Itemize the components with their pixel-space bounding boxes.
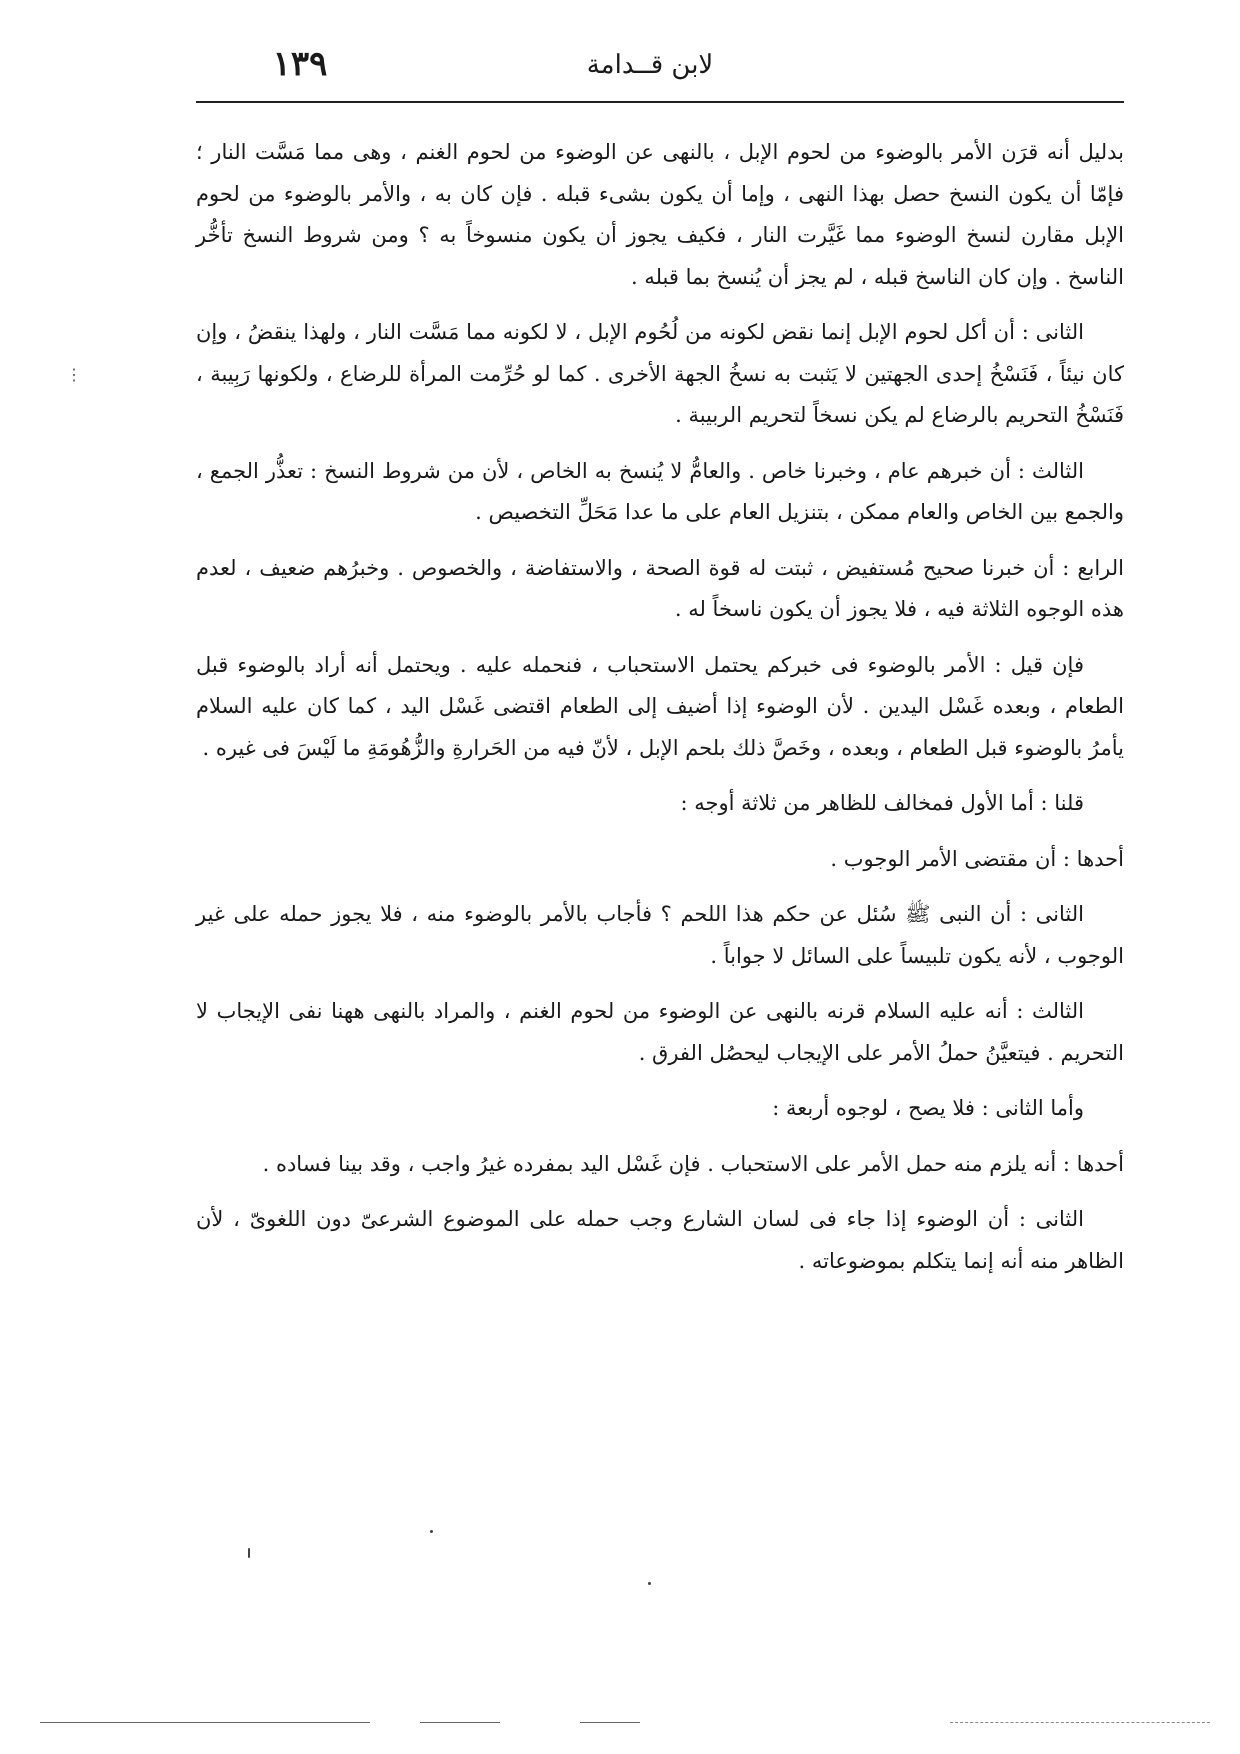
scan-edge-line — [40, 1722, 370, 1723]
running-header-title: لابن قــدامة — [586, 50, 714, 80]
scan-edge-line — [950, 1722, 1210, 1723]
paragraph-9: الثالث : أنه عليه السلام قرنه بالنهى عن الوضوء من لحوم الغنم ، والمراد بالنهى ههنا نفى الإيجاب لا التحريم . فيتعيَّنُ حملُ الأمر على الإيجاب ليحصُل الفرق . — [196, 999, 1124, 1065]
scan-edge-line — [420, 1722, 500, 1723]
paragraph-5: فإن قيل : الأمر بالوضوء فى خبركم يحتمل الاستحباب ، فنحمله عليه . ويحتمل أنه أراد بالوضوء قبل الطعام ، وبعده غَسْل اليدين . لأن الوضوء إذا أضيف إلى الطعام اقتضى غَسْل اليد ، كما كان عليه السلام يأمرُ بالوضوء قبل الطعام ، وبعده ، وخَصَّ ذلك بلحم الإبل ، لأنّ فيه من الحَرارةِ والزُّهُومَةِ ما لَيْسَ فى غيره . — [196, 652, 1124, 760]
paragraph-1: بدليل أنه قرَن الأمر بالوضوء من لحوم الإبل ، بالنهى عن الوضوء من لحوم الغنم ، وهى مما مَسَّت النار ؛ فإمّا أن يكون النسخ حصل بهذا النهى ، وإما أن يكون بشىء قبله . فإن كان به ، والأمر بالوضوء من لحوم الإبل مقارن لنسخ الوضوء مما غَيَّرت النار ، فكيف يجوز أن يكون منسوخاً به ؟ ومن شروط النسخ تأخُّر الناسخ . وإن كان الناسخ قبله ، لم يجز أن يُنسخ بما قبله . — [196, 140, 1124, 289]
paragraph-6: قلنا : أما الأول فمخالف للظاهر من ثلاثة أوجه : — [680, 791, 1084, 815]
paragraph-12: الثانى : أن الوضوء إذا جاء فى لسان الشارع وجب حمله على الموضوع الشرعىّ دون اللغوىّ ، لأن الظاهر منه أنه إنما يتكلم بموضوعاته . — [196, 1207, 1124, 1273]
scan-speck — [248, 1548, 250, 1558]
paragraph-10: وأما الثانى : فلا يصح ، لوجوه أربعة : — [772, 1096, 1084, 1120]
paragraph-11: أحدها : أنه يلزم منه حمل الأمر على الاستحباب . فإن غَسْل اليد بمفرده غيرُ واجب ، وقد بينا فساده . — [262, 1151, 1124, 1176]
scan-edge-line — [580, 1722, 640, 1723]
body-text — [196, 132, 1124, 1296]
paragraph-7: أحدها : أن مقتضى الأمر الوجوب . — [830, 846, 1124, 871]
page-number: ١٣٩ — [272, 44, 328, 84]
header-rule — [196, 101, 1124, 103]
paragraph-4: الرابع : أن خبرنا صحيح مُستفيض ، ثبتت له قوة الصحة ، والاستفاضة ، والخصوص . وخبرُهم ضعيف ، لعدم هذه الوجوه الثلاثة فيه ، فلا يجوز أن يكون ناسخاً له . — [196, 555, 1124, 621]
paragraph-8: الثانى : أن النبى ﷺ سُئل عن حكم هذا اللحم ؟ فأجاب بالأمر بالوضوء منه ، فلا يجوز حمله على غير الوجوب ، لأنه يكون تلبيساً على السائل لا جواباً . — [196, 902, 1124, 968]
scan-speck — [648, 1582, 651, 1585]
paragraph-2: الثانى : أن أكل لحوم الإبل إنما نقض لكونه من لُحُوم الإبل ، لا لكونه مما مَسَّت النار ، ولهذا ينقضُ ، وإن كان نيئاً ، فَنَسْخُ إحدى الجهتين لا يَثبت به نسخُ الجهة الأخرى . كما لو حُرِّمت المرأة للرضاع ، ولكونها رَبِيبة ، فَنَسْخُ التحريم بالرضاع لم يكن نسخاً لتحريم الربيبة . — [196, 320, 1124, 427]
paragraph-3: الثالث : أن خبرهم عام ، وخبرنا خاص . والعامُّ لا يُنسخ به الخاص ، لأن من شروط النسخ : تعذُّر الجمع ، والجمع بين الخاص والعام ممكن ، بتنزيل العام على ما عدا مَحَلِّ التخصيص . — [196, 458, 1124, 524]
scan-speck — [430, 1530, 433, 1533]
margin-mark: ⋮ — [66, 365, 82, 384]
